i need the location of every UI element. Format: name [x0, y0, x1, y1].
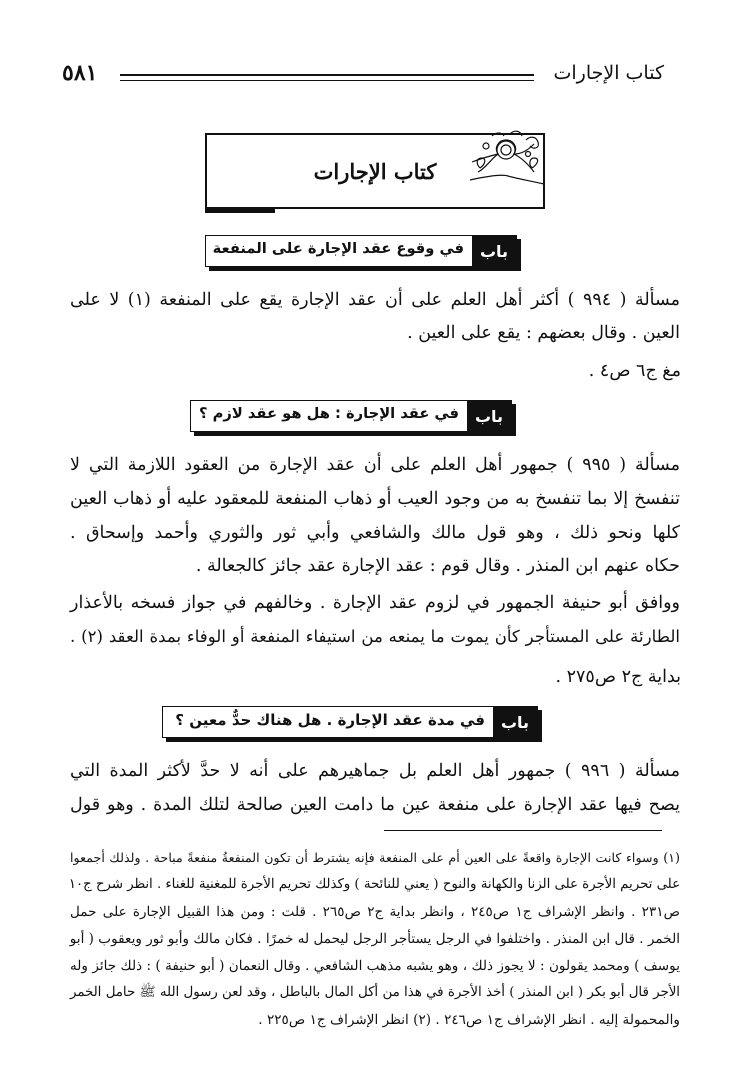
footnote-line-7: والمحمولة إليه . انظر الإشراف ج١ ص٢٤٦ . (٢) انظر الإشراف ج١ ص٢٢٥ . — [258, 1012, 680, 1028]
bab-label: باب — [467, 401, 511, 431]
header-rule — [120, 74, 534, 81]
floral-ornament-icon — [468, 128, 548, 186]
footnote-separator — [384, 830, 662, 831]
section-heading-2 — [190, 400, 512, 432]
section-heading-3 — [162, 706, 538, 738]
issue-994-line-2: العين . وقال بعضهم : يقع على العين . — [407, 323, 680, 343]
footnote-line-6: الأجر قال أبو بكر ( ابن المنذر ) أخذ الأجرة في هذا من أكل المال بالباطل ، وقد لعن رسول الله ﷺ حامل الخمر — [70, 985, 680, 1000]
issue-995-line-1: مسألة ( ٩٩٥ ) جمهور أهل العلم على أن عقد الإجارة من العقود اللازمة التي لا — [70, 455, 680, 475]
section-title: في وقوع عقد الإجارة على المنفعة — [212, 240, 464, 257]
running-header — [62, 62, 664, 90]
issue-996-line-2: يصح فيها عقد الإجارة على منفعة عين ما دامت العين صالحة لتلك المدة . وهو قول — [70, 795, 680, 815]
chapter-box-shadow — [205, 207, 275, 213]
issue-995-line-2: تنفسخ إلا بما تنفسخ به من وجود العيب أو ذهاب المنفعة للمعقود عليه أو ذهاب العين — [70, 489, 680, 509]
bab-label: باب — [493, 707, 537, 737]
issue-995-line-3: كلها ونحو ذلك ، وهو قول مالك والشافعي وأبي ثور والثوري وأحمد وإسحاق . — [70, 523, 680, 543]
issue-994-reference: مغ ج٦ ص٤ . — [588, 361, 681, 381]
footnote-line-5: يوسف ) ومحمد يقولون : لا يجوز ذلك ، وهو يشبه مذهب الشافعي . وقال النعمان ( أبو حنيفة ) : ذلك جائز وله — [70, 958, 680, 974]
bab-label: باب — [472, 236, 516, 266]
issue-995-line-6: الطارئة على المستأجر كأن يموت ما يمنعه من استيفاء المنفعة أو الوفاء بمدة العقد (٢) . — [70, 627, 681, 646]
section-heading-1 — [205, 235, 517, 267]
page-number: ٥٨١ — [62, 60, 98, 86]
footnote-line-1: (١) وسواء كانت الإجارة واقعةً على العين أم على المنفعة فإنه يشترط أن تكون المنفعةُ منفعةً مباحة . ولذلك أجمعوا — [70, 850, 680, 865]
issue-995-line-5: ووافق أبو حنيفة الجمهور في لزوم عقد الإجارة . وخالفهم في جواز فسخه بالأعذار — [70, 593, 680, 613]
footnote-line-4: الخمر . قال ابن المنذر . واختلفوا في الرجل يستأجر الرجل ليحمل له خمرًا . فكان مالك وأبو ثور ويعقوب ( أبو — [69, 931, 680, 947]
footnote-line-3: ص٢٣١ . وانظر الإشراف ج١ ص٢٤٥ ، وانظر بداية ج٢ ص٢٦٥ . قلت : ومن هذا القبيل الإجارة على حمل — [70, 904, 680, 920]
section-title: في عقد الإجارة : هل هو عقد لازم ؟ — [199, 405, 459, 422]
issue-994-line-1: مسألة ( ٩٩٤ ) أكثر أهل العلم على أن عقد الإجارة يقع على المنفعة (١) لا على — [70, 290, 680, 310]
issue-996-line-1: مسألة ( ٩٩٦ ) جمهور أهل العلم بل جماهيرهم على أنه لا حدَّ لأكثر المدة التي — [70, 761, 680, 781]
issue-995-reference: بداية ج٢ ص٢٧٥ . — [555, 667, 681, 687]
issue-995-line-4: حكاه عنهم ابن المنذر . وقال قوم : عقد الإجارة عقد جائز كالجعالة . — [195, 556, 680, 576]
chapter-title: كتاب الإجارات — [313, 159, 437, 184]
footnote-line-2: على تحريم الأجرة على الزنا والكهانة والنوح ( يعني للنائحة ) وكذلك تحريم الأجرة للمغنية للغناء . انظر شرح ج١٠ — [68, 877, 680, 892]
header-title: كتاب الإجارات — [553, 62, 664, 84]
section-title: في مدة عقد الإجارة . هل هناك حدٌّ معين ؟ — [175, 711, 485, 729]
